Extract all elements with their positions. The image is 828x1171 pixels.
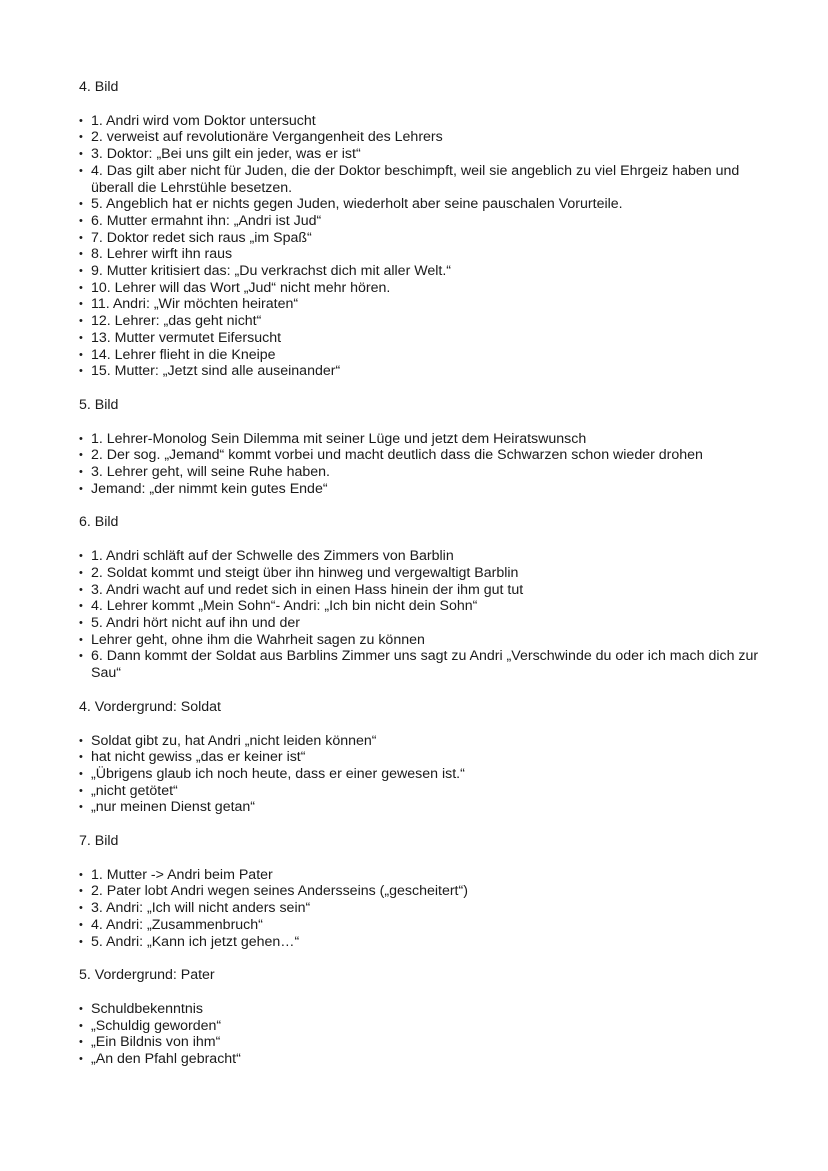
list-item: • 2. Pater lobt Andri wegen seines Andersseins („gescheitert“) [79,883,759,900]
section-6-bild [79,514,759,681]
list-item: • 2. verweist auf revolutionäre Vergangenheit des Lehrers [79,129,759,146]
list-item: • 9. Mutter kritisiert das: „Du verkrachst dich mit aller Welt.“ [79,263,759,280]
list-item: • 5. Angeblich hat er nichts gegen Juden, wiederholt aber seine pauschalen Vorurteile. [79,196,759,213]
list-item: • „An den Pfahl gebracht“ [79,1051,759,1068]
list-item: • Schuldbekenntnis [79,1001,759,1018]
list-item: • „nur meinen Dienst getan“ [79,799,759,816]
list-item: • 5. Andri hört nicht auf ihn und der [79,615,759,632]
section-heading: 4. Vordergrund: Soldat [79,698,221,715]
list-item: • 3. Andri: „Ich will nicht anders sein“ [79,900,759,917]
list-item: • 12. Lehrer: „das geht nicht“ [79,313,759,330]
list-item: • 1. Andri schläft auf der Schwelle des Zimmers von Barblin [79,548,759,565]
list-item: • 7. Doktor redet sich raus „im Spaß“ [79,230,759,247]
list-item: • Soldat gibt zu, hat Andri „nicht leiden können“ [79,733,759,750]
list-item: • 3. Andri wacht auf und redet sich in einen Hass hinein der ihm gut tut [79,582,759,599]
section-heading: 7. Bild [79,833,119,850]
list-item: • 15. Mutter: „Jetzt sind alle auseinander“ [79,363,759,380]
list-item: • 1. Mutter -> Andri beim Pater [79,867,759,884]
list-item: • 2. Der sog. „Jemand“ kommt vorbei und macht deutlich dass die Schwarzen schon wieder drohen [79,447,759,464]
list-item: • 1. Lehrer-Monolog Sein Dilemma mit seiner Lüge und jetzt dem Heiratswunsch [79,431,759,448]
list-item: • 13. Mutter vermutet Eifersucht [79,330,759,347]
list-item: • 1. Andri wird vom Doktor untersucht [79,113,759,130]
list-item: • 3. Doktor: „Bei uns gilt ein jeder, was er ist“ [79,146,759,163]
section-heading: 5. Bild [79,396,119,413]
list-item: • 4. Das gilt aber nicht für Juden, die der Doktor beschimpft, weil sie angeblich zu viel Ehrgeiz haben und überall die Lehrstühle besetzen. [79,163,759,196]
section-5-bild [79,397,759,498]
bullet-list [79,1001,759,1068]
section-4-vordergrund-soldat [79,699,759,816]
list-item: • 4. Andri: „Zusammenbruch“ [79,917,759,934]
list-item: • 10. Lehrer will das Wort „Jud“ nicht mehr hören. [79,280,759,297]
list-item: • Lehrer geht, ohne ihm die Wahrheit sagen zu können [79,632,759,649]
section-7-bild [79,833,759,950]
bullet-list [79,548,759,682]
list-item: • 6. Dann kommt der Soldat aus Barblins Zimmer uns sagt zu Andri „Verschwinde du oder ich mach dich zur Sau“ [79,648,759,681]
list-item: • „Übrigens glaub ich noch heute, dass er einer gewesen ist.“ [79,766,759,783]
list-item: • hat nicht gewiss „das er keiner ist“ [79,749,759,766]
section-4-bild [79,79,759,380]
list-item: • 11. Andri: „Wir möchten heiraten“ [79,296,759,313]
section-heading: 5. Vordergrund: Pater [79,967,215,984]
bullet-list [79,867,759,951]
list-item: • 4. Lehrer kommt „Mein Sohn“- Andri: „Ich bin nicht dein Sohn“ [79,598,759,615]
bullet-list [79,431,759,498]
list-item: • 3. Lehrer geht, will seine Ruhe haben. [79,464,759,481]
list-item: • Jemand: „der nimmt kein gutes Ende“ [79,481,759,498]
list-item: • „nicht getötet“ [79,783,759,800]
list-item: • 8. Lehrer wirft ihn raus [79,246,759,263]
list-item: • 5. Andri: „Kann ich jetzt gehen…“ [79,934,759,951]
section-heading: 6. Bild [79,514,119,531]
list-item: • 2. Soldat kommt und steigt über ihn hinweg und vergewaltigt Barblin [79,565,759,582]
bullet-list [79,733,759,817]
list-item: • 14. Lehrer flieht in die Kneipe [79,347,759,364]
bullet-list [79,113,759,380]
section-5-vordergrund-pater [79,967,759,1068]
list-item: • „Ein Bildnis von ihm“ [79,1034,759,1051]
list-item: • „Schuldig geworden“ [79,1018,759,1035]
list-item: • 6. Mutter ermahnt ihn: „Andri ist Jud“ [79,213,759,230]
section-heading: 4. Bild [79,79,119,95]
